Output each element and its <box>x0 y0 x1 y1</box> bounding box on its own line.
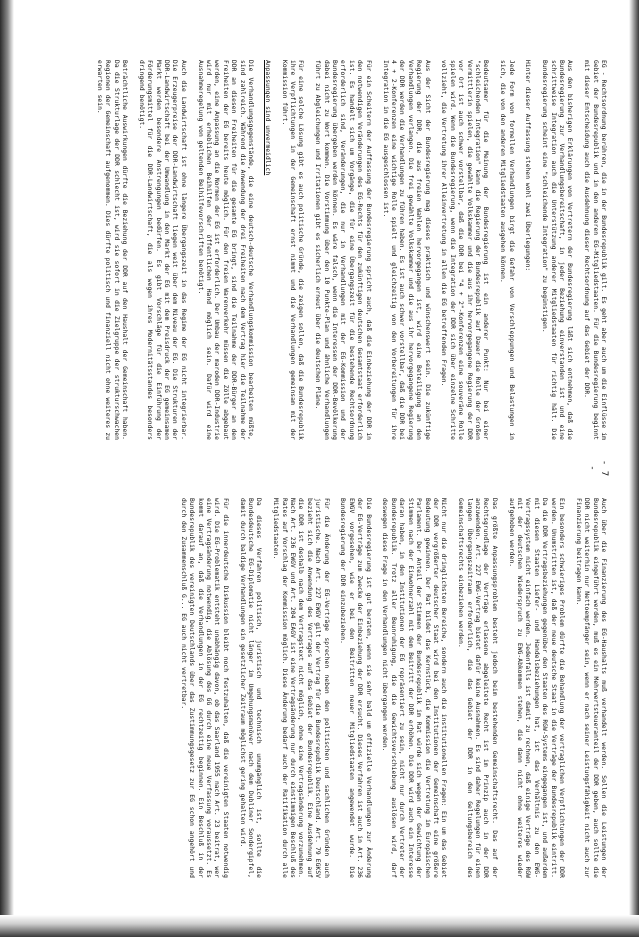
paragraph: Für ein Scheitern der Auffassung der Bundesregierung spricht auch, daß die Einbeziehung der DDR in den notwendigen Veränderungen des EG-Rechts für den zukünftigen deutschen Gesamtstaat erforderlich ist. Es handelt sich um Vorgänge, die für eine Übergangszeit für die bestehende Rechtsordnung erforderlich sind, Veränderungen, die nur in Verhandlungen mit der EG-Kommission und der Bundesregierung übergeben werden können. Es wäre falsch, wenn die Interessen der DDR-Bevölkerung dabei nicht zu Wort kommen. Die Vorstimmung über den 10 Punkte-Plan und ähnliche Verhandlungen führt zu Abgleichungen und Irritationen gibt es sicherlich erneut über die deutschen Pläne. <box>314 60 372 440</box>
paragraph: Auch die Landwirtschaft ist ohne längere Übergangszeit in das Regime der EG nicht integrierbar. Die Erzeugerpreise der DDR-Landwirtschaft liegen weit über dem Niveau der EG. Die Strukturen der DDR-Landwirtschaft bei der Umwandlung in den Markt der EG mit dem Preisdruck der EG gemeinsamen Markt werden besondere Anstrengungen bedürfen. Es gibt Vorschläge für die Einführung der Förderungsmittel für die DDR-Landwirtschaft, die als wegen ihres Modernitätsstandes besonders dringend benötigt. <box>137 60 187 440</box>
paragraph: Beträchtliche Auswirkungen dürfte die Beziehung der DDR auf den Haushalt der Gemeinschaft haben. Da die Strukturlage der DDR schlecht ist, wird sie sofort in die Zielgruppe der strukturschwachen Regionen der Gemeinschaft aufgenommen. Dies dürfte politisch und finanziell nicht ohne weiteres zu erwarten sein. <box>95 60 129 440</box>
paragraph: Für die Änderung der EG-Verträge sprechen neben den politischen und sachlichen Gründen auch juristische. Nach Art. 227 EWGV gilt der Vertrag für die Bundesrepublik Deutschland. Art. 79 EGKSV bezieht sich die Anwendung des Vertrages auf das Gebiet der Bundesrepublik. Eine Ausdehnung auf die DDR ist deshalb nach dem Vertragstext nicht möglich, ohne eine Vertragsänderung vorzunehmen. Nach Art. 236 EWGV und Art. 204 EAGV ist eine Vertragsänderung nur durch einstimmigen Beschluß des Rates auf Vorschlag der Kommission möglich. Diese Änderung bedarf auch der Ratifikation durch alle Mitgliedstaaten. <box>272 498 330 878</box>
paragraph: Die Verhandlungsgegenstände, die eine deutsch-deutsche Verhandlungskommission bearbeiten müßte, sind zahlreich. Während die Anwendung der drei Freiheiten nach dem Vertrag hier die Teilnahme der DDR an diesen Freiheiten für die gesamte EG bringt, sind die Teilnahme der DDR-Bürger an den Freiheiten der EG bereits heute möglich. Für den freien Warenverkehr müssen die Zölle abgebaut werden, eine Anpassung an die Normen der EG ist erforderlich. Der Umbau der maroden DDR-Industrie wird nur mit erheblichen Beihilfen der öffentlichen Hand möglich sein. Dafür wird eine Ausnahmeregelung von geltenden Beihilfevorschriften benötigt. <box>196 60 255 440</box>
section-heading: Anpassungen sind unvermeidlich <box>263 60 271 176</box>
paragraph: Bedeutsamer für die Meinung der Bundesregierung ist ein anderer Punkt: Nur bei einer "schleichenden Integration" kann die Regierung der Bundesrepublik auf Dauer die Rolle der Großen Vermittlerin spielen, die gewählte Volkskammer und die aus ihr hervorgegangene Regierung der DDR vor Ort ist auch schwer vorstellbar, daß die DDR bei "4 + 2"-Konferenzen eine souveräne Rolle spielen wird. Wenn die Bundesregierung, wenn die Integration der DDR sich über einzelne Schritte vollzieht, die Vertretung ihrer Alleinvertretung in allen die EG betreffenden Fragen. <box>440 60 490 440</box>
paragraph: Die Bundesregierung ist gut beraten, wenn sie sehr bald um offizielle Verhandlungen zur Änderung der EG-Verträge zum Zwecke der Einbeziehung der DDR ersucht. Dieses Verfahren ist auch in Art. 236 EWGV vorgesehen, wie er bei den Beitritten neuer Mitgliedstaaten angewendet wurde. Die Bundesregierung der DDR einzubeziehen. <box>339 498 372 878</box>
paragraph: Für eine solche Lösung gibt es auch politische Gründe, die zeigen sollen, daß die Bundesrepublik ihre Verpflichtungen in der Gemeinschaft ernst nimmt und die Verhandlungen gemeinsam mit der Kommission führt. <box>280 60 305 440</box>
paragraph: Aus der Sicht der Bundesregierung mag dieses praktisch und wünschenswert sein. Die zukünftige Regierung der DDR, die aus freien Wahlen hervorgegangen ist, wird eine Beteiligung an den Verhandlungen verlangen. Die frei gewählte Volkskammer und die aus ihr hervorgegangene Regierung der DDR werden die Verhandlungen zu führen haben. Es ist auch schwer vorstellbar, daß die DDR bei 4 + 2-Konferenzen eine wichtige Rolle spielt und gleichzeitig von den Vorbereitungen für ihre Integration in die EG ausgeschlossen ist. <box>381 60 431 440</box>
right-text-column <box>47 498 607 878</box>
paragraph: Hinter dieser Auffassung stehen wohl zwei Überlegungen: <box>524 60 532 272</box>
paragraph: Aus den bisherigen Erklärungen von Vertretern der Bundesregierung läßt sich entnehmen, daß die Bundesregierung zur Verhandlungsbereitschaft, in jeder Beziehung einverstanden ist und eine schrittweise Integration auch die Unterstützung anderer Mitgliedstaaten für richtig hält. Die Bundesregierung scheint eine "schleichende Integration" zu begünstigen. <box>541 60 574 440</box>
left-text-column <box>47 60 607 440</box>
paragraph: Nicht nur die dringlichsten Bereiche, sondern auch die institutionellen Fragen: Ein um das Gebiet der DDR vergrößerter deutscher Staat wird bei den Institutionen der Gemeinschaft eine größere Bedeutung gewinnen. Der Rat bildet das Kernstück, die Kommission die Vertretung im Europäischen Parlament. Der Anteil der Stimmen der Bundesrepublik im Rat würde sich wegen der Gewichtung der Stimmen nach der Einwohnerzahl mit dem Beitritt der DDR erhöhen. Die DDR wird auch ein Interesse daran haben, in den Institutionen der EG repräsentiert zu sein, nicht nur durch Vertreter der Bundesrepublik. Trotz aller Beunruhigung, die die Gewichtsverschiebung auslösen wird, darf deswegen diese Frage in den Verhandlungen nicht übergangen werden. <box>381 498 448 878</box>
paragraph: Ein besonders schwieriges Problem dürfte die Behandlung der vertraglichen Verpflichtungen der DDR werden. Unumstritten ist, daß der neue deutsche Staat in die Verträge der Bundesrepublik eintritt. Da die DDR Vertragsbeziehungen gegenüber den Staaten des RGW-Systems eingegangen ist, und außerdem mit diesen Staaten Liefer- und Handelsbeziehungen hat, ist das Verhältnis zu den EWG-Vertragssystem nicht einfach werden. Jedenfalls ist damit zu rechnen, daß einige Verträge des RGW mit der deutschen Wiederspruch zu EWG-Abkommen stehen, die dann nicht ohne weiteres wieder aufgehoben werden. <box>507 498 565 878</box>
paragraph: Für die innerdeutsche Diskussion bleibt noch festzuhalten, daß die vereinigten Staaten notwendig wird. Die EG-Problematik entsteht unabhängig davon, ob das Saarland 1955 nach Art. 23 beitrat, wer eine Vertragsänderung notwendig, die Ablösung des GG durch eine neue Verfassung voraussetzt. Es kommt darauf an, daß die Verhandlungen in der EG rechtzeitig beginnen. Ein Beschluß in der Bundesrepublik des vereinigten Deutschlands über das Zustimmungsgesetz zur EG schon angehört und durch den Zusammenschluß G... EG auch nicht vertretbar. <box>179 498 229 878</box>
paragraph: Da dieses Verfahren politisch, juristisch und technisch unumgänglich ist, sollte die Bundesdeutsche EG-Diplomatie nicht länger im Umgehungsmanöver nach dem Dubliner Sondergipfel, damit durch baldige Verhandlungen ein gesetzlicher Zeitraum möglichst gering gehalten wird. <box>238 498 263 878</box>
paragraph: EG - Rechtsordnung berühren, die in der Bundesrepublik gilt. Es geht aber auch um die Einflüsse im Gebiet der Bundesrepublik und in den anderen EG-Mitgliedstaaten. Für die Bundesregierung beginnt mit dieser Entscheidung auch die Ausdehnung dieser Rechtsordnung auf das Gebiet der DDR. <box>583 60 607 440</box>
page-number: - 7 - <box>587 459 609 477</box>
paragraph: Das größte Anpassungsproblem besteht jedoch beim bestehenden Gemeinschaftsrecht. Das auf der Rechtsgrundlage der Verträge erlassene abgeleitete Recht ist im Prinzip auch in der DDR anzuwenden. Art. 227 EWG-Vertrag bietet dafür keine Ausnahmen. Es sind daher Regelungen für einen langen Übergangszeitraum erforderlich, die das Gebiet der DDR in den Geltungsbereich des Gemeinschaftsrechts einbeziehen werden. <box>457 498 498 878</box>
paragraph: Jede Form von formellen Verhandlungen birgt die Gefahr von Verschleppungen und Belastungen in sich, die von den anderen Mitgliedstaaten ausgehen können. <box>499 60 515 440</box>
paragraph: Auch über die Finanzierung des EG-Haushalts muß verhandelt werden. Sollen die Leistungen der Bundesrepublik eingeführt werden, muß es ein Mehrwertsteueranteil der DDR geben, auch sollte die DDR nicht weiterhin nur Nettoempfänger sein, wenn er nach seiner Leistungsfähigkeit nicht auch zur Finanzierung beitragen kann. <box>574 498 607 878</box>
